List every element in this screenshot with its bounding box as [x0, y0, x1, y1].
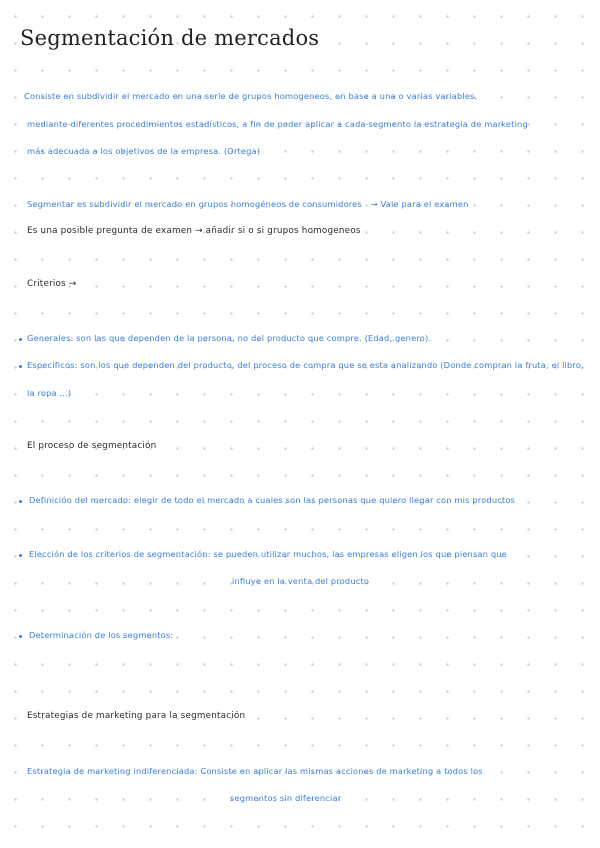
paragraph1-line2: mediante diferentes procedimientos estadísticos, a fin de poder aplicar a cada segmento la estrategia de marketing — [27, 119, 528, 129]
process-step1: Definición del mercado: elegir de todo el mercado a cuales son las personas que quiero llegar con mis productos — [29, 495, 516, 505]
exam-note: → Vale para el examen — [370, 199, 469, 209]
process-step2-line2: influye en la venta del producto — [232, 576, 370, 586]
bullet-dot — [19, 365, 22, 368]
bullet-dot — [19, 338, 22, 341]
process-step2-line1: Elección de los criterios de segmentación: se pueden utilizar muchos, las empresas eligen los que piensan que — [29, 549, 507, 559]
definition-text: Segmentar es subdividir el mercado en grupos homogéneos de consumidores — [27, 199, 362, 209]
criteria-heading: Criterios → — [27, 279, 77, 289]
bullet-dot — [19, 635, 22, 638]
page-title: Segmentación de mercados — [20, 26, 320, 50]
criteria-specific-line1: Especificos: son los que dependen del producto, del proceso de compra que se esta analizando (Donde compran la fruta, el libro, — [27, 360, 584, 370]
strategy-line1: Estrategia de marketing indiferenciada: Consiste en aplicar las mismas acciones de marketing a todos los — [27, 766, 483, 776]
strategy-line2: segmentos sin diferenciar — [230, 793, 342, 803]
criteria-general: Generales: son las que dependen de la persona, no del producto que compre. (Edad, genero). — [27, 333, 432, 343]
process-heading: El proceso de segmentación — [27, 441, 157, 451]
bullet-dot — [19, 500, 22, 503]
exam-question: Es una posible pregunta de examen → añadir si o si grupos homogeneos — [27, 226, 361, 236]
strategies-heading: Estrategias de marketing para la segmentación — [27, 711, 246, 721]
definition-row — [27, 199, 469, 209]
paragraph1-line3: más adecuada a los objetivos de la empresa. (Ortega) — [27, 146, 261, 156]
bullet-dot — [19, 554, 22, 557]
paragraph1-line1: Consiste en subdividir el mercado en una serie de grupos homogeneos, en base a una o varias variables, — [24, 91, 478, 101]
criteria-specific-line2: la ropa ...) — [27, 388, 72, 398]
process-step3: Determinación de los segmentos: — [29, 630, 174, 640]
